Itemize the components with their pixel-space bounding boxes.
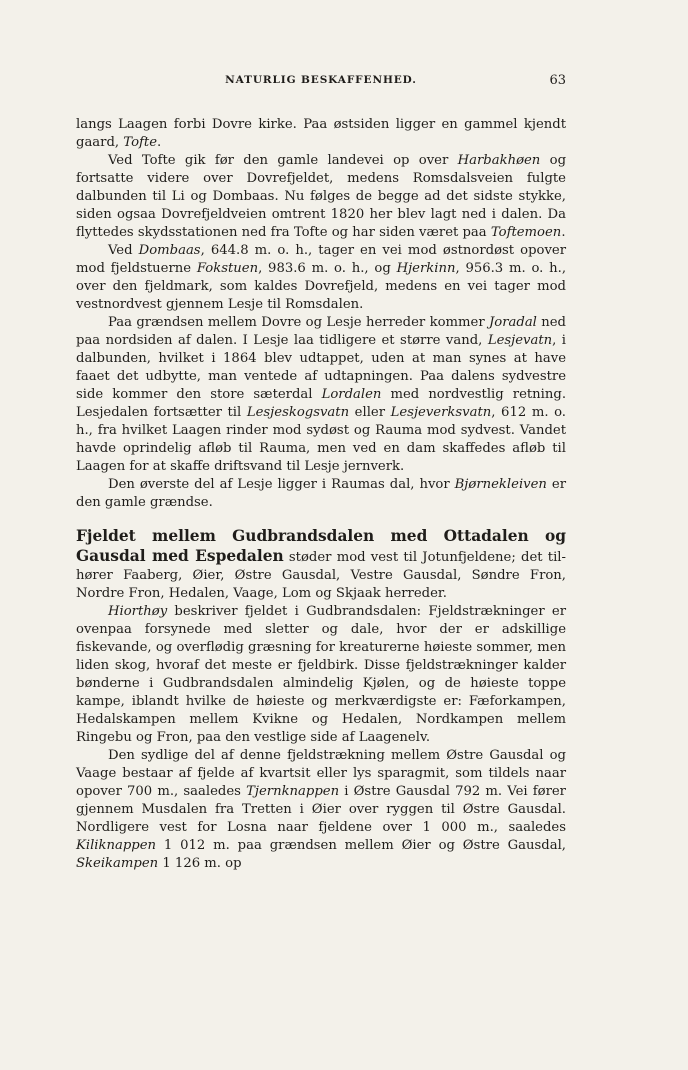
text-run: , i dalbunden, hvilket i 1864 blev udtappet, uden at man synes at have faaet det udbytte, man ventede af udtapningen. Paa dalens sydvestre side kommer den store sæterdal bbox=[76, 333, 566, 402]
page-header bbox=[76, 74, 566, 92]
paragraph-5 bbox=[76, 476, 566, 512]
text-run: eller bbox=[349, 405, 391, 420]
paragraph-4 bbox=[76, 314, 566, 476]
paragraph-6 bbox=[76, 603, 566, 747]
text-run: beskriver fjeldet i Gudbrandsdalen: Fjeldstrækninger er ovenpaa forsynede med sletter og dale, hvor der er adskillige fiskevande, og overflødig græsning for kreaturerne høieste sommer, men liden skog, hvoraf det meste er fjeldbirk. Disse fjeldstrækninger kalder bønderne i Gudbrandsdalen almindelig Kjølen, og de høieste toppe kampe, iblandt hvilke de høieste og merkværdigste er: Fæforkampen, Hedalskampen mellem Kvikne og Hedalen, Nordkampen mellem Ringebu og Fron, paa den vestlige side af Laagenelv. bbox=[76, 604, 566, 745]
italic-term: Dombaas bbox=[138, 243, 201, 258]
italic-term: Lordalen bbox=[321, 387, 382, 402]
text-run: . bbox=[157, 135, 162, 150]
paragraph-2 bbox=[76, 152, 566, 242]
text-run: , 983.6 m. o. h., og bbox=[258, 261, 397, 276]
book-page bbox=[76, 74, 566, 873]
running-title: NATURLIG BESKAFFENHED. bbox=[225, 74, 417, 86]
italic-term: Toftemoen bbox=[490, 225, 562, 240]
italic-term: Kiliknappen bbox=[76, 838, 157, 853]
italic-term: Tjernknappen bbox=[246, 784, 340, 799]
body-text-top bbox=[76, 116, 566, 512]
text-run: og fortsatte videre over Dovrefjeldet, medens Romsdalsveien fulgte dalbunden til Li og Dombaas. Nu følges de begge ad det sidste stykke, siden ogsaa Dovrefjeldveien omtrent 1820 her blev lagt ned i dalen. Da flyttedes skydsstationen ned fra Tofte og har siden været paa bbox=[76, 153, 567, 240]
italic-term: Harbakhøen bbox=[457, 153, 541, 168]
italic-term: Bjørnekleiven bbox=[454, 477, 547, 492]
paragraph-1 bbox=[76, 116, 566, 152]
paragraph-7 bbox=[76, 747, 566, 873]
paragraph-3 bbox=[76, 242, 566, 314]
text-run: Den sydlige del af denne fjeldstrækning mellem Østre Gausdal og Vaage bestaar af fjelde af kvartsit eller lys sparagmit, som tildels naar opover 700 m., saaledes bbox=[76, 748, 566, 799]
italic-term: Tofte bbox=[123, 135, 157, 150]
text-run: 1 126 m. op bbox=[158, 856, 242, 871]
text-run: , 644.8 m. o. h., tager en vei mod østnordøst opover mod fjeldstuerne bbox=[76, 243, 567, 276]
italic-term: Hiorthøy bbox=[108, 604, 168, 619]
text-run: langs Laagen forbi Dovre kirke. Paa østsiden ligger en gammel kjendt gaard, bbox=[76, 117, 566, 150]
text-run: Ved bbox=[108, 243, 139, 258]
text-run: Ved Tofte gik før den gamle landevei op over bbox=[108, 153, 458, 168]
italic-term: Hjerkinn bbox=[396, 261, 456, 276]
text-run: med nordvestlig retning. Lesjedalen fortsætter til bbox=[76, 387, 567, 420]
text-run: ned paa nordsiden af dalen. I Lesje laa tidligere et større vand, bbox=[76, 315, 566, 348]
text-run: Den øverste del af Lesje ligger i Raumas dal, hvor bbox=[108, 477, 455, 492]
italic-term: Fokstuen bbox=[196, 261, 259, 276]
section-heading: Fjeldet mellem Gudbrandsdalen med Ottadalen og Gausdal med Espedalen bbox=[76, 527, 566, 565]
text-run: . bbox=[561, 225, 566, 240]
italic-term: Lesjevatn bbox=[487, 333, 553, 348]
text-run: Paa grændsen mellem Dovre og Lesje herreder kommer bbox=[108, 315, 489, 330]
page-number: 63 bbox=[549, 73, 566, 88]
text-run: , 956.3 m. o. h., over den fjeldmark, som kaldes Dovrefjeld, medens en vei tager mod vestnordvest gjennem Lesje til Romsdalen. bbox=[76, 261, 567, 312]
section-lead-text: støder mod vest til Jotunfjeldene; det tilhører Faaberg, Øier, Østre Gausdal, Vestre Gausdal, Søndre Fron, Nordre Fron, Hedalen, Vaage, Lom og Skjaak herreder. bbox=[76, 550, 566, 601]
text-run: i Østre Gausdal 792 m. Vei fører gjennem Musdalen fra Tretten i Øier over ryggen til Østre Gausdal. Nordligere vest for Losna naar fjeldene over 1 000 m., saaledes bbox=[76, 784, 566, 835]
text-run: , 612 m. o. h., fra hvilket Laagen rinder mod sydøst og Rauma mod sydvest. Vandet havde oprindelig afløb til Rauma, men ved en dam skaffedes afløb til Laagen for at skaffe driftsvand til Lesje jernverk. bbox=[76, 405, 566, 474]
italic-term: Lesjeverksvatn bbox=[390, 405, 492, 420]
section-fjeldet bbox=[76, 527, 566, 873]
italic-term: Skeikampen bbox=[76, 856, 159, 871]
text-run: 1 012 m. paa grændsen mellem Øier og Østre Gausdal, bbox=[156, 838, 566, 853]
italic-term: Joradal bbox=[488, 315, 537, 330]
italic-term: Lesjeskogsvatn bbox=[246, 405, 350, 420]
text-run: er den gamle grændse. bbox=[76, 477, 566, 510]
section-lead-paragraph bbox=[76, 527, 566, 603]
